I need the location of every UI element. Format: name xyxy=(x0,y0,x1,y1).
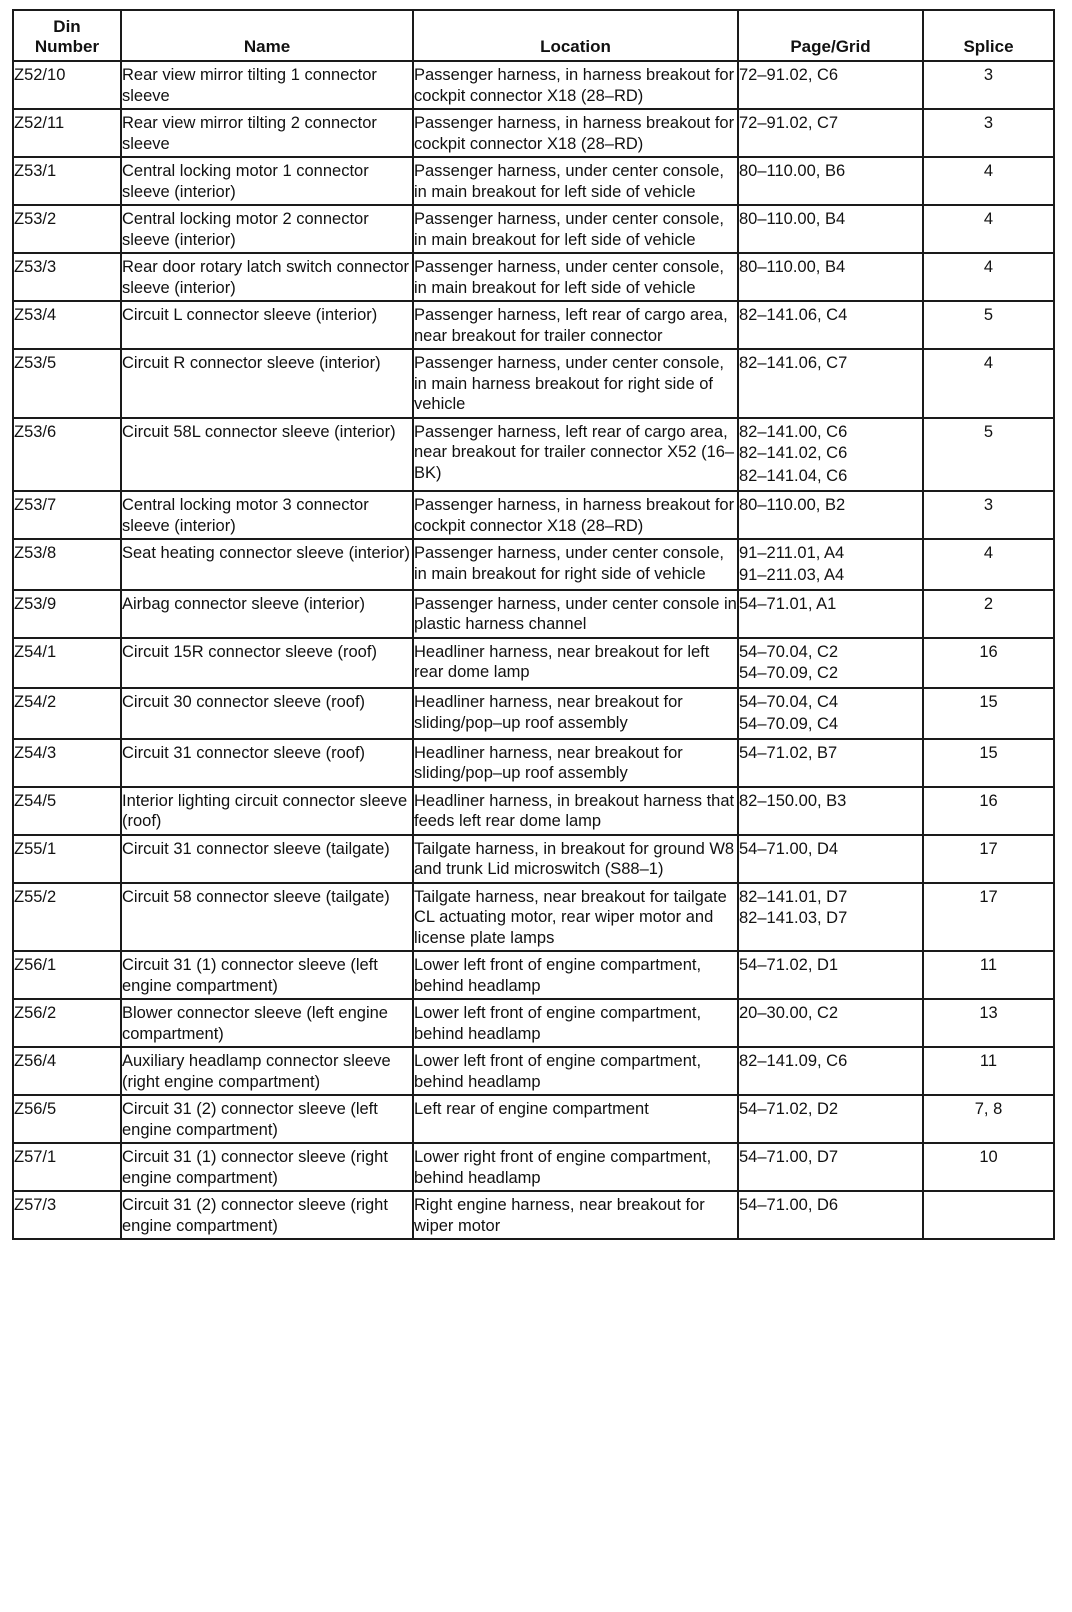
location-cell: Passenger harness, in harness breakout for cockpit connector X18 (28–RD) xyxy=(413,61,738,109)
page-grid-entry: 20–30.00, C2 xyxy=(739,1004,839,1022)
page-grid-cell xyxy=(738,1191,923,1239)
table-row xyxy=(13,883,1054,952)
din-number-cell: Z57/3 xyxy=(13,1191,121,1239)
page-grid-entry: 54–71.01, A1 xyxy=(739,594,837,613)
location-cell: Headliner harness, near breakout for sliding/pop–up roof assembly xyxy=(413,739,738,787)
name-cell: Seat heating connector sleeve (interior) xyxy=(121,539,413,590)
table-row xyxy=(13,157,1054,205)
name-cell: Circuit 30 connector sleeve (roof) xyxy=(121,688,413,739)
splice-cell: 3 xyxy=(923,109,1054,157)
table-row xyxy=(13,109,1054,157)
location-cell: Passenger harness, left rear of cargo area, near breakout for trailer connector X52 (16–BK) xyxy=(413,418,738,492)
table-row xyxy=(13,835,1054,883)
page-grid-cell xyxy=(738,638,923,689)
location-cell: Lower left front of engine compartment, behind headlamp xyxy=(413,951,738,999)
header-location: Location xyxy=(413,10,738,61)
table-row xyxy=(13,1143,1054,1191)
page-grid-entry: 80–110.00, B4 xyxy=(739,258,846,276)
table-row xyxy=(13,418,1054,492)
din-number-cell: Z57/1 xyxy=(13,1143,121,1191)
location-cell: Passenger harness, in harness breakout for cockpit connector X18 (28–RD) xyxy=(413,491,738,539)
din-number-cell: Z56/2 xyxy=(13,999,121,1047)
splice-cell: 2 xyxy=(923,590,1054,638)
page-grid-entry: 54–71.00, D4 xyxy=(739,839,839,858)
splice-cell: 17 xyxy=(923,835,1054,883)
din-number-cell: Z54/3 xyxy=(13,739,121,787)
header-din-line2: Number xyxy=(34,37,100,56)
location-cell: Tailgate harness, near breakout for tailgate CL actuating motor, rear wiper motor and license plate lamps xyxy=(413,883,738,952)
splice-cell: 11 xyxy=(923,951,1054,999)
splice-cell: 4 xyxy=(923,157,1054,205)
table-row xyxy=(13,205,1054,253)
page-grid-entry: 72–91.02, C7 xyxy=(739,114,839,132)
name-cell: Rear door rotary latch switch connector sleeve (interior) xyxy=(121,253,413,301)
page-grid-entry: 54–70.09, C4 xyxy=(739,714,839,733)
header-din-number xyxy=(13,10,121,61)
location-cell: Passenger harness, under center console, in main breakout for left side of vehicle xyxy=(413,157,738,205)
page-grid-entry: 80–110.00, B6 xyxy=(739,162,846,180)
name-cell: Rear view mirror tilting 2 connector sleeve xyxy=(121,109,413,157)
header-splice: Splice xyxy=(923,10,1054,61)
page-grid-cell xyxy=(738,590,923,638)
connector-sleeve-table xyxy=(12,9,1055,1240)
splice-cell: 16 xyxy=(923,787,1054,835)
page-grid-entry: 91–211.01, A4 xyxy=(739,544,845,562)
splice-cell xyxy=(923,1191,1054,1239)
table-row xyxy=(13,61,1054,109)
page-grid-cell xyxy=(738,539,923,590)
page-grid-entry: 54–71.02, B7 xyxy=(739,743,838,762)
table-row xyxy=(13,491,1054,539)
page-grid-cell xyxy=(738,109,923,157)
location-cell: Passenger harness, under center console, in main breakout for left side of vehicle xyxy=(413,205,738,253)
table-body xyxy=(13,61,1054,1239)
page-grid-entry: 82–141.03, D7 xyxy=(739,909,848,927)
din-number-cell: Z53/9 xyxy=(13,590,121,638)
name-cell: Circuit 58 connector sleeve (tailgate) xyxy=(121,883,413,952)
page-grid-entry: 91–211.03, A4 xyxy=(739,565,845,584)
location-cell: Lower left front of engine compartment, behind headlamp xyxy=(413,999,738,1047)
table-row xyxy=(13,787,1054,835)
page-grid-entry: 82–150.00, B3 xyxy=(739,791,847,810)
name-cell: Auxiliary headlamp connector sleeve (right engine compartment) xyxy=(121,1047,413,1095)
location-cell: Right engine harness, near breakout for wiper motor xyxy=(413,1191,738,1239)
table-row xyxy=(13,999,1054,1047)
location-cell: Left rear of engine compartment xyxy=(413,1095,738,1143)
location-cell: Passenger harness, under center console, in main breakout for right side of vehicle xyxy=(413,539,738,590)
table-row xyxy=(13,1047,1054,1095)
page-grid-entry: 54–70.09, C2 xyxy=(739,664,839,682)
header-din-line1: Din xyxy=(53,17,81,36)
table-row xyxy=(13,301,1054,349)
din-number-cell: Z55/1 xyxy=(13,835,121,883)
table-row xyxy=(13,739,1054,787)
location-cell: Passenger harness, under center console, in main harness breakout for right side of vehicle xyxy=(413,349,738,418)
din-number-cell: Z53/7 xyxy=(13,491,121,539)
page-grid-cell xyxy=(738,349,923,418)
din-number-cell: Z54/5 xyxy=(13,787,121,835)
page-grid-entry: 82–141.06, C4 xyxy=(739,306,848,324)
splice-cell: 4 xyxy=(923,349,1054,418)
page-grid-entry: 82–141.04, C6 xyxy=(739,467,848,485)
location-cell: Lower left front of engine compartment, behind headlamp xyxy=(413,1047,738,1095)
table-row xyxy=(13,253,1054,301)
table-row xyxy=(13,590,1054,638)
din-number-cell: Z56/1 xyxy=(13,951,121,999)
name-cell: Rear view mirror tilting 1 connector sleeve xyxy=(121,61,413,109)
din-number-cell: Z53/1 xyxy=(13,157,121,205)
splice-cell: 5 xyxy=(923,418,1054,492)
splice-cell: 11 xyxy=(923,1047,1054,1095)
page-grid-entry: 82–141.02, C6 xyxy=(739,444,848,462)
splice-cell: 4 xyxy=(923,539,1054,590)
name-cell: Airbag connector sleeve (interior) xyxy=(121,590,413,638)
header-page-grid: Page/Grid xyxy=(738,10,923,61)
name-cell: Circuit 31 (1) connector sleeve (right engine compartment) xyxy=(121,1143,413,1191)
din-number-cell: Z55/2 xyxy=(13,883,121,952)
splice-cell: 4 xyxy=(923,205,1054,253)
name-cell: Circuit 15R connector sleeve (roof) xyxy=(121,638,413,689)
page-grid-entry: 72–91.02, C6 xyxy=(739,66,839,84)
name-cell: Circuit L connector sleeve (interior) xyxy=(121,301,413,349)
page-grid-entry: 82–141.00, C6 xyxy=(739,422,848,441)
page-grid-entry: 80–110.00, B4 xyxy=(739,210,846,228)
page-grid-cell xyxy=(738,301,923,349)
page-grid-cell xyxy=(738,61,923,109)
name-cell: Circuit 31 (2) connector sleeve (left engine compartment) xyxy=(121,1095,413,1143)
page-grid-entry: 82–141.09, C6 xyxy=(739,1052,848,1070)
din-number-cell: Z56/4 xyxy=(13,1047,121,1095)
location-cell: Headliner harness, in breakout harness that feeds left rear dome lamp xyxy=(413,787,738,835)
page-grid-entry: 54–70.04, C2 xyxy=(739,642,839,661)
din-number-cell: Z54/1 xyxy=(13,638,121,689)
location-cell: Lower right front of engine compartment, behind headlamp xyxy=(413,1143,738,1191)
location-cell: Tailgate harness, in breakout for ground W8 and trunk Lid microswitch (S88–1) xyxy=(413,835,738,883)
din-number-cell: Z56/5 xyxy=(13,1095,121,1143)
name-cell: Circuit R connector sleeve (interior) xyxy=(121,349,413,418)
page-grid-cell xyxy=(738,883,923,952)
table-row xyxy=(13,638,1054,689)
name-cell: Central locking motor 2 connector sleeve (interior) xyxy=(121,205,413,253)
table-row xyxy=(13,1095,1054,1143)
page-grid-cell xyxy=(738,951,923,999)
splice-cell: 5 xyxy=(923,301,1054,349)
splice-cell: 10 xyxy=(923,1143,1054,1191)
location-cell: Passenger harness, left rear of cargo area, near breakout for trailer connector xyxy=(413,301,738,349)
location-cell: Passenger harness, under center console in plastic harness channel xyxy=(413,590,738,638)
splice-cell: 3 xyxy=(923,491,1054,539)
name-cell: Blower connector sleeve (left engine compartment) xyxy=(121,999,413,1047)
page-grid-entry: 54–71.00, D6 xyxy=(739,1196,839,1214)
splice-cell: 15 xyxy=(923,688,1054,739)
name-cell: Circuit 31 connector sleeve (tailgate) xyxy=(121,835,413,883)
page-grid-entry: 82–141.01, D7 xyxy=(739,887,848,906)
din-number-cell: Z53/3 xyxy=(13,253,121,301)
page-grid-entry: 54–71.02, D1 xyxy=(739,956,839,974)
page-grid-entry: 82–141.06, C7 xyxy=(739,354,848,372)
page-grid-cell xyxy=(738,1143,923,1191)
table-row xyxy=(13,688,1054,739)
page-grid-cell xyxy=(738,157,923,205)
din-number-cell: Z52/11 xyxy=(13,109,121,157)
din-number-cell: Z54/2 xyxy=(13,688,121,739)
table-row xyxy=(13,951,1054,999)
table-row xyxy=(13,1191,1054,1239)
header-row xyxy=(13,10,1054,61)
splice-cell: 13 xyxy=(923,999,1054,1047)
location-cell: Passenger harness, in harness breakout for cockpit connector X18 (28–RD) xyxy=(413,109,738,157)
splice-cell: 16 xyxy=(923,638,1054,689)
page-grid-cell xyxy=(738,688,923,739)
page-grid-cell xyxy=(738,1047,923,1095)
din-number-cell: Z53/5 xyxy=(13,349,121,418)
name-cell: Circuit 31 connector sleeve (roof) xyxy=(121,739,413,787)
page-grid-cell xyxy=(738,999,923,1047)
din-number-cell: Z52/10 xyxy=(13,61,121,109)
location-cell: Headliner harness, near breakout for left rear dome lamp xyxy=(413,638,738,689)
location-cell: Passenger harness, under center console, in main breakout for left side of vehicle xyxy=(413,253,738,301)
page-grid-entry: 54–71.00, D7 xyxy=(739,1148,839,1166)
page-grid-cell xyxy=(738,739,923,787)
page-grid-entry: 80–110.00, B2 xyxy=(739,496,846,514)
header-name: Name xyxy=(121,10,413,61)
page-grid-cell xyxy=(738,418,923,492)
din-number-cell: Z53/8 xyxy=(13,539,121,590)
name-cell: Central locking motor 3 connector sleeve (interior) xyxy=(121,491,413,539)
page-grid-cell xyxy=(738,491,923,539)
name-cell: Interior lighting circuit connector sleeve (roof) xyxy=(121,787,413,835)
splice-cell: 7, 8 xyxy=(923,1095,1054,1143)
splice-cell: 17 xyxy=(923,883,1054,952)
page-grid-cell xyxy=(738,835,923,883)
name-cell: Circuit 31 (2) connector sleeve (right engine compartment) xyxy=(121,1191,413,1239)
table-header xyxy=(13,10,1054,61)
page-grid-entry: 54–71.02, D2 xyxy=(739,1100,839,1118)
page-grid-cell xyxy=(738,1095,923,1143)
page-grid-entry: 54–70.04, C4 xyxy=(739,693,839,711)
page-grid-cell xyxy=(738,205,923,253)
table-row xyxy=(13,349,1054,418)
splice-cell: 15 xyxy=(923,739,1054,787)
splice-cell: 4 xyxy=(923,253,1054,301)
name-cell: Circuit 31 (1) connector sleeve (left engine compartment) xyxy=(121,951,413,999)
name-cell: Central locking motor 1 connector sleeve (interior) xyxy=(121,157,413,205)
din-number-cell: Z53/6 xyxy=(13,418,121,492)
name-cell: Circuit 58L connector sleeve (interior) xyxy=(121,418,413,492)
page-grid-cell xyxy=(738,787,923,835)
table-row xyxy=(13,539,1054,590)
din-number-cell: Z53/2 xyxy=(13,205,121,253)
location-cell: Headliner harness, near breakout for sliding/pop–up roof assembly xyxy=(413,688,738,739)
din-number-cell: Z53/4 xyxy=(13,301,121,349)
page-grid-cell xyxy=(738,253,923,301)
splice-cell: 3 xyxy=(923,61,1054,109)
